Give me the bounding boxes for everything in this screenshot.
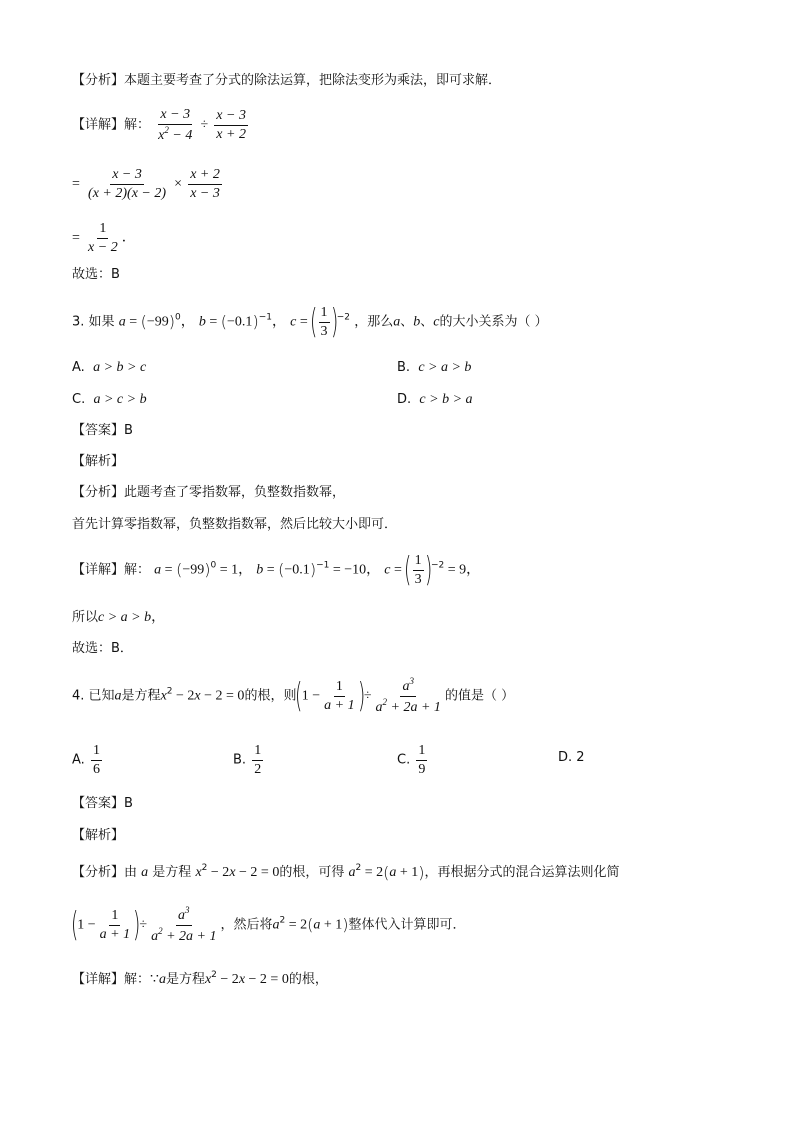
q4-option-b-num: 1 [252, 742, 263, 761]
q4-an3: 的根，可得 [279, 865, 345, 880]
q3-detail-label: 【详解】解： [72, 562, 151, 578]
q3-question: 3. 如果 $a = (-99)^0$， $b = (-0.1)^{-1}$， c = ( $\frac{1}{3}$ )$^{-2}$ ，那么a、b、c的大小关系为（ ） [72, 302, 548, 342]
q3-answer-text: 【答案】B [72, 423, 133, 438]
q3-analysis1-text: 【分析】此题考查了零指数幂，负整数指数幂， [72, 485, 346, 500]
q3-option-d [397, 393, 473, 407]
q3-option-a [72, 361, 146, 375]
q4-option-d-label: D. 2 [558, 750, 585, 765]
q3-analysis2 [72, 518, 397, 531]
q4-question: 4. 已知a是方程$x^2 - 2x - 2 = 0$的根，则(1 − $\frac{1}{a + 1}$ )÷ $\frac{a^3}{a^2 + 2a + 1}$ 的值是（ ） [72, 676, 515, 716]
q3-option-d-label: D. [397, 392, 412, 407]
q3-answer [72, 424, 133, 437]
q4-option-a [72, 742, 104, 778]
q3-option-b-expr: c > a > b [418, 360, 472, 375]
q3-option-a-label: A. [72, 360, 85, 375]
q4-option-b [233, 742, 265, 778]
q4-analysis2: (1 − $\frac{1}{a + 1}$ )÷ $\frac{a^3}{a^2 + 2a + 1}$ ，然后将$a^2 = 2(a + 1)$整体代入计算即可． [70, 905, 466, 945]
q2-step1-frac2: $\frac{x + 2}{x - 3}$ [190, 167, 220, 201]
q4-an6: 整体代入计算即可． [348, 917, 466, 933]
q4-an4: ，再根据分式的混合运算法则化简 [424, 865, 620, 880]
q2-analysis [72, 74, 501, 87]
q4-analysis1: 【分析】由 a 是方程 $x^2 - 2x - 2 = 0$的根，可得 $a^2 = 2(a + 1)$，再根据分式的混合运算法则化简 [72, 862, 620, 882]
q4-option-d [558, 751, 585, 764]
q3-choice [72, 642, 133, 655]
q3-detail: 【详解】解： $a = (-99)^0 = 1$， $b = (-0.1)^{-1} = -10$， c = ( $\frac{1}{3}$ )$^{-2}$ = 9， [72, 550, 481, 590]
q3-prefix: 3. 如果 [72, 314, 115, 330]
q3-analysis1 [72, 486, 345, 499]
q3-option-d-expr: c > b > a [419, 392, 473, 407]
q2-detail-label: 【详解】解： [72, 117, 151, 133]
q3-option-c [72, 393, 147, 407]
q2-step2: = $\frac{1}{x - 2}$ ． [72, 221, 136, 255]
q3-tail: 的大小关系为（ ） [439, 314, 548, 330]
q4-an1: 【分析】由 [72, 865, 138, 880]
q2-frac2: $\frac{x - 3}{x + 2}$ [216, 108, 246, 142]
q2-frac1: $\frac{x - 3}{x^2 - 4}$ [158, 107, 193, 143]
q3-analysis2-text: 首先计算零指数幂，负整数指数幂，然后比较大小即可． [72, 517, 398, 532]
q4-an2: 是方程 [152, 865, 192, 880]
q3-choice-text: 故选：B． [72, 641, 133, 656]
q4-jiexi [72, 829, 124, 842]
q4-option-c [397, 742, 429, 778]
q2-step1: = $\frac{x - 3}{(x + 2)(x - 2)}$ × $\frac{x + 2}{x - 3}$ [72, 167, 220, 201]
q2-step1-frac1: $\frac{x - 3}{(x + 2)(x - 2)}$ [88, 167, 167, 201]
q4-option-a-den: 6 [92, 761, 100, 777]
q3-jiexi-text: 【解析】 [72, 454, 125, 469]
q4-detail: 【详解】解：∵a是方程$x^2 - 2x - 2 = 0$的根， [72, 970, 328, 987]
q4-answer [72, 797, 133, 810]
q4-tail: 的值是（ ） [444, 688, 515, 704]
q3-jiexi [72, 455, 124, 468]
q4-option-a-num: 1 [91, 742, 102, 761]
q4-option-c-den: 9 [418, 761, 426, 777]
q3-option-a-expr: a > b > c [93, 360, 147, 375]
q4-prefix: 4. 已知 [72, 688, 115, 704]
q2-choice-text: 故选：B [72, 267, 120, 282]
q3-suffix: ，那么 [354, 314, 394, 330]
q4-option-b-den: 2 [254, 761, 262, 777]
q2-step2-frac: $\frac{1}{x - 2}$ [88, 221, 118, 255]
q2-detail: 【详解】解： $\frac{x - 3}{x^2 - 4}$ ÷ $\frac{x - 3}{x + 2}$ [72, 107, 246, 143]
q4-option-c-num: 1 [416, 742, 427, 761]
q4-mid: 是方程 [121, 688, 161, 704]
q4-mid2: 的根，则 [244, 688, 297, 704]
q3-option-b-label: B. [397, 360, 411, 375]
q3-option-c-expr: a > c > b [93, 392, 147, 407]
q2-analysis-text: 【分析】本题主要考查了分式的除法运算，把除法变形为乘法，即可求解． [72, 73, 502, 88]
q4-option-b-label: B. [233, 752, 247, 768]
q3-option-b [397, 361, 471, 375]
q4-option-c-label: C. [397, 752, 411, 768]
q2-choice [72, 268, 120, 281]
q4-detail-label: 【详解】解： [72, 972, 151, 987]
q4-jiexi-text: 【解析】 [72, 828, 125, 843]
q4-answer-text: 【答案】B [72, 796, 133, 811]
q4-option-a-label: A. [72, 752, 85, 768]
q4-an5: ，然后将 [220, 917, 273, 933]
q3-option-c-label: C. [72, 392, 86, 407]
q4-detail-tail: 的根， [288, 972, 328, 987]
q3-so: 所以c > a > b， [72, 610, 166, 625]
q4-detail-mid: 是方程 [165, 972, 205, 987]
q3-so-text: 所以 [72, 610, 99, 625]
